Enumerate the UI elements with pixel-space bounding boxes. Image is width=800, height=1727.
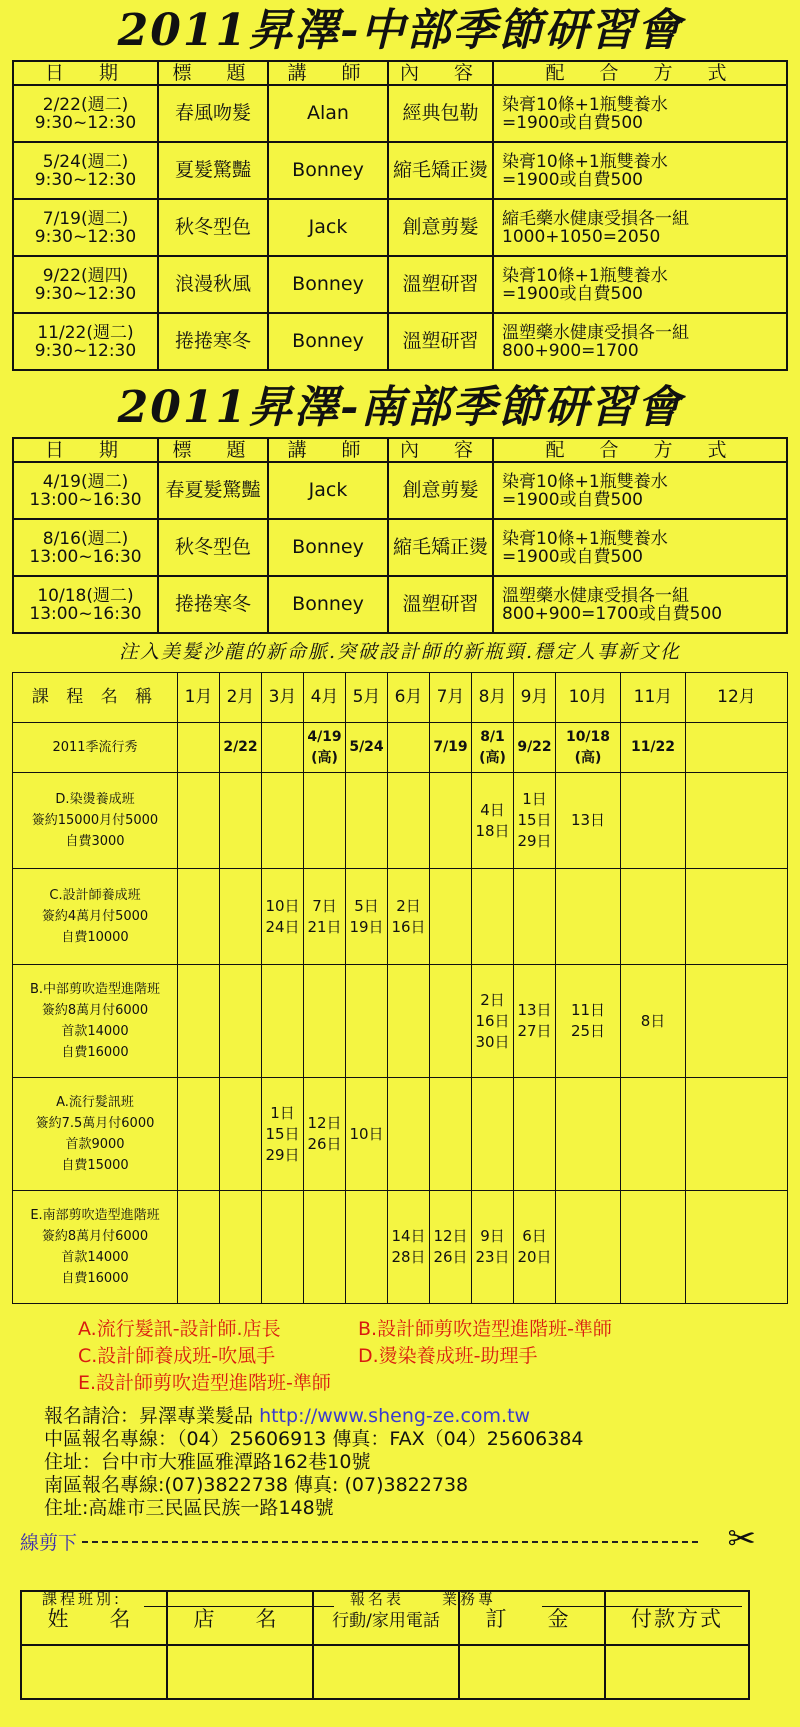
date: 5/24(週二) xyxy=(42,151,129,172)
course-name-cell xyxy=(13,1078,178,1191)
registration-entry-row xyxy=(21,1645,749,1699)
dashed-line xyxy=(82,1541,698,1543)
content-cell: 溫塑研習 xyxy=(388,313,493,370)
schedule-cell: 5日 19日 xyxy=(346,869,388,965)
schedule-cell: 4日 18日 xyxy=(472,773,514,869)
contact-label: 報名請洽：昇澤專業髮品 xyxy=(44,1405,254,1427)
schedule-cell: 12日 26日 xyxy=(430,1191,472,1304)
schedule-cell xyxy=(388,773,430,869)
date-cell xyxy=(13,256,158,313)
month-header: 6月 xyxy=(388,673,430,723)
schedule-cell xyxy=(220,773,262,869)
schedule-cell xyxy=(220,1078,262,1191)
date: 4/19(週二) xyxy=(42,471,129,492)
course-row xyxy=(13,965,788,1078)
deposit-cell[interactable] xyxy=(459,1645,605,1699)
date-cell xyxy=(13,576,158,633)
header-topic: 標 題 xyxy=(158,438,268,462)
date: 2/22(週二) xyxy=(42,94,129,115)
schedule-cell xyxy=(556,1078,621,1191)
schedule-cell xyxy=(262,965,304,1078)
offer-line: 800+900=1700或自費500 xyxy=(502,603,723,624)
seminar-row xyxy=(13,142,787,199)
schedule-cell: 4/19 (高) xyxy=(304,723,346,773)
registration-header-row xyxy=(21,1591,749,1645)
course-name-line: 自費16000 xyxy=(61,1271,129,1286)
offer-cell xyxy=(493,462,787,519)
offer-line: =1900或自費500 xyxy=(502,169,643,190)
schedule-cell xyxy=(621,1191,686,1304)
schedule-cell xyxy=(430,965,472,1078)
name-cell[interactable] xyxy=(21,1645,167,1699)
cut-label: 線剪下 xyxy=(20,1532,78,1554)
time: 9:30~12:30 xyxy=(34,340,137,361)
legend-item: D.燙染養成班-助理手 xyxy=(358,1345,538,1367)
offer-cell xyxy=(493,142,787,199)
time: 9:30~12:30 xyxy=(34,226,137,247)
schedule-cell xyxy=(472,1078,514,1191)
date-cell xyxy=(13,519,158,576)
month-header: 12月 xyxy=(686,673,788,723)
schedule-cell: 2日 16日 30日 xyxy=(472,965,514,1078)
offer-line: 染膏10條+1瓶雙養水 xyxy=(502,94,668,115)
time: 9:30~12:30 xyxy=(34,169,137,190)
schedule-cell: 6日 20日 xyxy=(514,1191,556,1304)
course-name-line: A.流行髮訊班 xyxy=(56,1095,134,1110)
phone-cell[interactable] xyxy=(313,1645,459,1699)
seminar-row xyxy=(13,576,787,633)
course-legend xyxy=(12,1316,788,1397)
time: 13:00~16:30 xyxy=(29,546,142,567)
central-title: 2011昇澤-中部季節研習會 xyxy=(117,5,683,56)
schedule-cell xyxy=(262,773,304,869)
course-name-header: 課 程 名 稱 xyxy=(13,673,178,723)
content-cell: 經典包勒 xyxy=(388,85,493,142)
seminar-row xyxy=(13,462,787,519)
header-offer: 配 合 方 式 xyxy=(493,61,787,85)
course-row xyxy=(13,773,788,869)
schedule-cell: 2/22 xyxy=(220,723,262,773)
slogan: 注入美髮沙龍的新命脈.突破設計師的新瓶頸.穩定人事新文化 xyxy=(118,641,682,663)
content-cell: 縮毛矯正燙 xyxy=(388,519,493,576)
time: 13:00~16:30 xyxy=(29,489,142,510)
header-teacher: 講 師 xyxy=(268,61,388,85)
course-name-line: 自費10000 xyxy=(61,930,129,945)
southern-seminar-table xyxy=(12,437,788,634)
schedule-cell xyxy=(304,965,346,1078)
schedule-cell: 11/22 xyxy=(621,723,686,773)
date-cell xyxy=(13,199,158,256)
schedule-cell xyxy=(686,1191,788,1304)
month-header: 7月 xyxy=(430,673,472,723)
schedule-cell: 2日 16日 xyxy=(388,869,430,965)
offer-line: =1900或自費500 xyxy=(502,546,643,567)
legend-item: C.設計師養成班-吹風手 xyxy=(78,1345,276,1367)
course-name-line: E.南部剪吹造型進階班 xyxy=(30,1208,160,1223)
course-name-line: 自費15000 xyxy=(61,1158,129,1173)
schedule-cell xyxy=(686,723,788,773)
content-cell: 溫塑研習 xyxy=(388,256,493,313)
schedule-cell xyxy=(430,773,472,869)
teacher-cell: Alan xyxy=(268,85,388,142)
course-name-line: 自費16000 xyxy=(61,1045,129,1060)
content-cell: 創意剪髮 xyxy=(388,462,493,519)
offer-cell xyxy=(493,256,787,313)
schedule-cell xyxy=(472,869,514,965)
month-header: 8月 xyxy=(472,673,514,723)
phone-header: 行動/家用電話 xyxy=(313,1591,459,1645)
schedule-cell xyxy=(262,723,304,773)
schedule-cell xyxy=(388,965,430,1078)
course-row xyxy=(13,869,788,965)
course-row xyxy=(13,1191,788,1304)
contact-line: 中區報名專線：（04）25606913 傳真：FAX（04）25606384 xyxy=(44,1428,584,1450)
course-name-line: 簽約7.5萬月付6000 xyxy=(35,1116,155,1131)
date: 8/16(週二) xyxy=(42,528,129,549)
schedule-cell xyxy=(621,869,686,965)
offer-cell xyxy=(493,519,787,576)
schedule-cell xyxy=(346,773,388,869)
teacher-cell: Bonney xyxy=(268,576,388,633)
offer-line: 1000+1050=2050 xyxy=(502,226,661,247)
schedule-cell xyxy=(388,1078,430,1191)
form-title: 報名表 xyxy=(350,1590,405,1608)
schedule-cell: 9/22 xyxy=(514,723,556,773)
schedule-cell: 10日 xyxy=(346,1078,388,1191)
offer-cell xyxy=(493,199,787,256)
deposit-header: 訂 金 xyxy=(459,1591,605,1645)
scissors-icon: ✂ xyxy=(727,1519,756,1559)
course-name-line: 簽約4萬月付5000 xyxy=(41,909,149,924)
contact-info xyxy=(12,1405,788,1520)
course-name-line: 首款14000 xyxy=(61,1250,129,1265)
course-name-line: 首款9000 xyxy=(65,1137,125,1152)
schedule-cell xyxy=(514,869,556,965)
schedule-cell xyxy=(346,965,388,1078)
header-offer: 配 合 方 式 xyxy=(493,438,787,462)
course-name-line: D.染燙養成班 xyxy=(55,792,135,807)
topic-cell: 秋冬型色 xyxy=(158,519,268,576)
schedule-cell: 14日 28日 xyxy=(388,1191,430,1304)
schedule-cell: 5/24 xyxy=(346,723,388,773)
schedule-cell xyxy=(178,1191,220,1304)
schedule-cell xyxy=(686,965,788,1078)
teacher-cell: Bonney xyxy=(268,256,388,313)
date-cell xyxy=(13,142,158,199)
offer-line: 染膏10條+1瓶雙養水 xyxy=(502,471,668,492)
schedule-cell: 13日 xyxy=(556,773,621,869)
course-name-cell xyxy=(13,723,178,773)
payment-header: 付款方式 xyxy=(605,1591,749,1645)
schedule-cell xyxy=(430,869,472,965)
topic-cell: 秋冬型色 xyxy=(158,199,268,256)
seminar-row xyxy=(13,313,787,370)
contact-line xyxy=(44,1405,788,1428)
header-topic: 標 題 xyxy=(158,61,268,85)
schedule-cell xyxy=(262,1191,304,1304)
topic-cell: 捲捲寒冬 xyxy=(158,313,268,370)
schedule-cell: 13日 27日 xyxy=(514,965,556,1078)
course-name-cell xyxy=(13,869,178,965)
course-name-line: 首款14000 xyxy=(61,1024,129,1039)
course-name-cell xyxy=(13,773,178,869)
time: 9:30~12:30 xyxy=(34,112,137,133)
date-cell xyxy=(13,313,158,370)
offer-line: =1900或自費500 xyxy=(502,112,643,133)
header-date: 日 期 xyxy=(13,438,158,462)
header-teacher: 講 師 xyxy=(268,438,388,462)
seminar-row xyxy=(13,85,787,142)
seminar-row xyxy=(13,199,787,256)
schedule-cell xyxy=(686,1078,788,1191)
month-header: 2月 xyxy=(220,673,262,723)
topic-cell: 春風吻髮 xyxy=(158,85,268,142)
time: 13:00~16:30 xyxy=(29,603,142,624)
schedule-cell xyxy=(621,1078,686,1191)
teacher-cell: Bonney xyxy=(268,313,388,370)
course-name-line: 簽約8萬月付6000 xyxy=(41,1003,149,1018)
course-calendar-table xyxy=(12,672,788,1304)
topic-cell: 捲捲寒冬 xyxy=(158,576,268,633)
contact-line: 南區報名專線:(07)3822738 傳真: (07)3822738 xyxy=(44,1474,469,1496)
offer-line: =1900或自費500 xyxy=(502,489,643,510)
name-header: 姓 名 xyxy=(21,1591,167,1645)
schedule-cell: 8日 xyxy=(621,965,686,1078)
offer-cell xyxy=(493,85,787,142)
offer-cell xyxy=(493,576,787,633)
payment-cell[interactable] xyxy=(605,1645,749,1699)
legend-item: A.流行髮訊-設計師.店長 xyxy=(78,1318,281,1340)
header-content: 內 容 xyxy=(388,438,493,462)
schedule-cell: 1日 15日 29日 xyxy=(514,773,556,869)
schedule-cell xyxy=(304,773,346,869)
schedule-cell xyxy=(178,723,220,773)
offer-line: 染膏10條+1瓶雙養水 xyxy=(502,265,668,286)
schedule-cell xyxy=(178,869,220,965)
schedule-cell: 12日 26日 xyxy=(304,1078,346,1191)
schedule-cell xyxy=(304,1191,346,1304)
schedule-cell xyxy=(178,773,220,869)
topic-cell: 春夏髮驚豔 xyxy=(158,462,268,519)
date: 7/19(週二) xyxy=(42,208,129,229)
schedule-cell xyxy=(514,1078,556,1191)
registration-table xyxy=(20,1590,750,1700)
legend-line xyxy=(78,1343,788,1370)
course-class-label: 課程班別: xyxy=(42,1590,123,1608)
content-cell: 溫塑研習 xyxy=(388,576,493,633)
schedule-cell: 7日 21日 xyxy=(304,869,346,965)
seminar-row xyxy=(13,519,787,576)
offer-line: =1900或自費500 xyxy=(502,283,643,304)
schedule-cell xyxy=(388,723,430,773)
course-name-cell xyxy=(13,965,178,1078)
teacher-cell: Bonney xyxy=(268,519,388,576)
southern-title: 2011昇澤-南部季節研習會 xyxy=(117,382,683,433)
schedule-cell xyxy=(621,773,686,869)
month-header: 5月 xyxy=(346,673,388,723)
topic-cell: 浪漫秋風 xyxy=(158,256,268,313)
course-row xyxy=(13,723,788,773)
offer-line: 縮毛藥水健康受損各一組 xyxy=(502,208,689,229)
date: 11/22(週二) xyxy=(37,322,134,343)
date-cell xyxy=(13,85,158,142)
schedule-cell: 10/18 (高) xyxy=(556,723,621,773)
course-name-line: C.設計師養成班 xyxy=(49,888,141,903)
schedule-cell xyxy=(686,773,788,869)
schedule-cell xyxy=(556,869,621,965)
legend-line xyxy=(78,1316,788,1343)
course-name-line: 簽約8萬月付6000 xyxy=(41,1229,149,1244)
central-seminar-table xyxy=(12,60,788,371)
content-cell: 縮毛矯正燙 xyxy=(388,142,493,199)
schedule-cell xyxy=(346,1191,388,1304)
month-header: 1月 xyxy=(178,673,220,723)
date: 9/22(週四) xyxy=(42,265,129,286)
course-name-line: 2011季流行秀 xyxy=(52,740,138,755)
content-cell: 創意剪髮 xyxy=(388,199,493,256)
contact-line: 住址：台中市大雅區雅潭路162巷10號 xyxy=(44,1451,371,1473)
legend-line xyxy=(78,1370,788,1397)
course-name-line: B.中部剪吹造型進階班 xyxy=(29,982,161,997)
offer-line: 800+900=1700 xyxy=(502,340,639,361)
offer-line: 染膏10條+1瓶雙養水 xyxy=(502,151,668,172)
offer-line: 溫塑藥水健康受損各一組 xyxy=(502,322,689,343)
header-date: 日 期 xyxy=(13,61,158,85)
teacher-cell: Bonney xyxy=(268,142,388,199)
schedule-cell xyxy=(430,1078,472,1191)
schedule-cell xyxy=(686,869,788,965)
offer-line: 染膏10條+1瓶雙養水 xyxy=(502,528,668,549)
cut-line xyxy=(12,1519,788,1559)
month-header: 9月 xyxy=(514,673,556,723)
southern-header-row xyxy=(13,438,787,462)
legend-item: B.設計師剪吹造型進階班-準師 xyxy=(358,1318,612,1340)
schedule-cell xyxy=(178,965,220,1078)
course-name-line: 自費3000 xyxy=(65,834,125,849)
schedule-cell: 9日 23日 xyxy=(472,1191,514,1304)
time: 9:30~12:30 xyxy=(34,283,137,304)
shop-cell[interactable] xyxy=(167,1645,313,1699)
schedule-cell xyxy=(220,965,262,1078)
central-header-row xyxy=(13,61,787,85)
month-header: 10月 xyxy=(556,673,621,723)
legend-item: E.設計師剪吹造型進階班-準師 xyxy=(78,1372,331,1394)
schedule-cell xyxy=(220,869,262,965)
date: 10/18(週二) xyxy=(37,585,134,606)
month-header: 3月 xyxy=(262,673,304,723)
offer-line: 溫塑藥水健康受損各一組 xyxy=(502,585,689,606)
teacher-cell: Jack xyxy=(268,199,388,256)
header-content: 內 容 xyxy=(388,61,493,85)
course-row xyxy=(13,1078,788,1191)
schedule-cell: 10日 24日 xyxy=(262,869,304,965)
month-header: 11月 xyxy=(621,673,686,723)
seminar-row xyxy=(13,256,787,313)
course-name-line: 簽約15000月付5000 xyxy=(31,813,159,828)
schedule-cell xyxy=(178,1078,220,1191)
course-name-cell xyxy=(13,1191,178,1304)
topic-cell: 夏髮驚豔 xyxy=(158,142,268,199)
date-cell xyxy=(13,462,158,519)
shop-header: 店 名 xyxy=(167,1591,313,1645)
website-link[interactable]: http://www.sheng-ze.com.tw xyxy=(259,1405,531,1427)
contact-line: 住址:高雄市三民區民族一路148號 xyxy=(44,1497,334,1519)
schedule-cell: 11日 25日 xyxy=(556,965,621,1078)
schedule-cell: 7/19 xyxy=(430,723,472,773)
sales-label: 業務專 xyxy=(442,1590,497,1608)
schedule-cell: 1日 15日 29日 xyxy=(262,1078,304,1191)
teacher-cell: Jack xyxy=(268,462,388,519)
schedule-cell: 8/1 (高) xyxy=(472,723,514,773)
schedule-cell xyxy=(556,1191,621,1304)
schedule-cell xyxy=(220,1191,262,1304)
calendar-header-row xyxy=(13,673,788,723)
offer-cell xyxy=(493,313,787,370)
month-header: 4月 xyxy=(304,673,346,723)
